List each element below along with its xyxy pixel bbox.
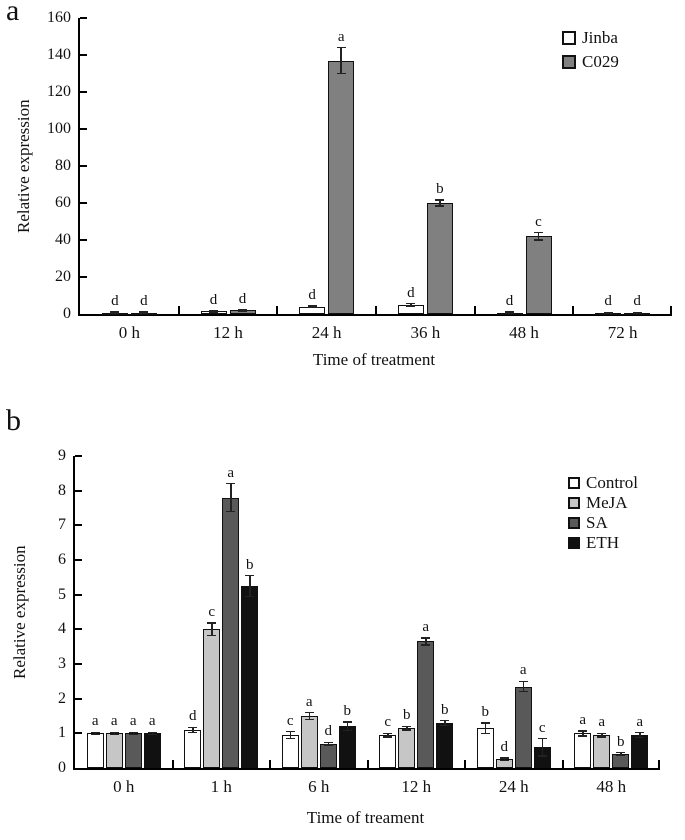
error-bar-cap — [226, 511, 235, 513]
sig-letter: d — [604, 293, 612, 310]
y-tick-mark — [75, 628, 82, 630]
sig-letter: a — [579, 711, 587, 728]
sig-letter: a — [519, 662, 527, 679]
bar-eth-48h — [631, 735, 648, 768]
sig-letter: c — [384, 714, 392, 731]
legend — [568, 473, 638, 553]
y-tick-mark — [80, 165, 87, 167]
error-bar-cap — [538, 755, 547, 757]
sig-letter: c — [538, 719, 546, 736]
legend-swatch-sa — [568, 517, 580, 529]
error-bar — [211, 623, 213, 635]
bar-sa-6h — [320, 744, 337, 768]
error-bar-cap — [343, 730, 352, 732]
x-tick-mark — [367, 760, 369, 768]
bar-sa-0h — [125, 733, 142, 768]
sig-letter: a — [636, 713, 644, 730]
sig-letter: d — [324, 723, 332, 740]
y-tick-mark — [75, 490, 82, 492]
error-bar-cap — [337, 73, 346, 75]
bar-eth-6h — [339, 726, 356, 768]
error-bar-cap — [633, 312, 642, 314]
error-bar-cap — [519, 681, 528, 683]
error-bar-cap — [597, 736, 606, 738]
error-bar-cap — [604, 312, 613, 314]
legend-label: C029 — [582, 52, 619, 71]
y-tick-label: 7 — [58, 516, 66, 534]
legend-label: Jinba — [582, 28, 618, 47]
y-tick-mark — [80, 17, 87, 19]
panel-a — [0, 0, 685, 410]
x-tick-label: 12 h — [401, 777, 432, 796]
sig-letter: a — [422, 619, 430, 635]
y-tick-mark — [80, 128, 87, 130]
error-bar-cap — [519, 691, 528, 693]
y-tick-mark — [80, 202, 87, 204]
error-bar-cap — [188, 732, 197, 734]
x-tick-label: 6 h — [308, 777, 330, 796]
error-bar-cap — [337, 47, 346, 49]
sig-letter: d — [308, 286, 316, 303]
bar-eth-12h — [436, 723, 453, 768]
sig-letter: b — [436, 181, 444, 198]
error-bar-cap — [238, 310, 247, 312]
legend-swatch-jinba — [562, 31, 576, 45]
y-axis-title-b: Relative expression — [10, 545, 29, 679]
y-tick-mark — [75, 663, 82, 665]
legend-item-meja — [568, 493, 638, 513]
y-tick-label: 80 — [55, 157, 71, 174]
sig-letter: d — [500, 738, 508, 755]
bar-meja-6h — [301, 716, 318, 768]
sig-letter: b — [481, 703, 489, 720]
y-tick-label: 100 — [47, 120, 71, 137]
x-tick-mark — [375, 306, 377, 314]
legend-label: Control — [586, 473, 638, 492]
sig-letter: b — [617, 733, 625, 750]
x-tick-mark — [670, 306, 672, 314]
x-tick-mark — [572, 306, 574, 314]
panel-label-b: b — [6, 404, 21, 437]
bar-meja-0h — [106, 733, 123, 768]
panel-b — [0, 404, 685, 840]
error-bar-cap — [207, 635, 216, 637]
error-bar-cap — [188, 727, 197, 729]
error-bar-cap — [383, 736, 392, 738]
sig-letter: d — [189, 708, 197, 725]
error-bar-cap — [402, 726, 411, 728]
y-tick-label: 4 — [58, 620, 66, 638]
error-bar-cap — [129, 734, 138, 736]
error-bar-cap — [402, 729, 411, 731]
error-bar-cap — [421, 637, 430, 639]
sig-letter: c — [286, 712, 294, 729]
x-tick-label: 36 h — [410, 323, 441, 342]
legend-label: MeJA — [586, 493, 628, 512]
error-bar-cap — [534, 232, 543, 234]
error-bar-cap — [481, 733, 490, 735]
y-tick-mark — [75, 455, 82, 457]
sig-letter: d — [238, 290, 247, 307]
error-bar-cap — [286, 731, 295, 733]
x-tick-mark — [562, 760, 564, 768]
x-tick-label: 1 h — [210, 777, 232, 796]
bar-c029-24h — [328, 61, 354, 314]
bar-c029-36h — [427, 203, 453, 314]
x-axis-title-b: Time of treament — [306, 808, 425, 827]
y-tick-mark — [80, 239, 87, 241]
error-bar — [340, 48, 342, 74]
error-bar-cap — [538, 738, 547, 740]
x-tick-mark — [178, 306, 180, 314]
x-tick-label: 0 h — [118, 323, 140, 342]
x-tick-mark — [276, 306, 278, 314]
y-tick-label: 40 — [55, 231, 71, 248]
y-tick-label: 60 — [55, 194, 71, 211]
legend-item-c029 — [562, 50, 619, 74]
error-bar-cap — [139, 312, 148, 314]
error-bar-cap — [383, 733, 392, 735]
legend-item-jinba — [562, 26, 619, 50]
error-bar-cap — [207, 622, 216, 624]
sig-letter: a — [110, 713, 118, 730]
x-tick-mark — [464, 760, 466, 768]
error-bar-cap — [635, 737, 644, 739]
legend-item-sa — [568, 513, 638, 533]
bar-sa-24h — [515, 687, 532, 768]
bar-sa-1h — [222, 498, 239, 768]
legend-swatch-c029 — [562, 55, 576, 69]
sig-letter: a — [598, 714, 606, 731]
error-bar-cap — [406, 305, 415, 307]
x-tick-mark — [474, 306, 476, 314]
legend-swatch-meja — [568, 497, 580, 509]
y-tick-mark — [80, 91, 87, 93]
error-bar-cap — [421, 644, 430, 646]
sig-letter: b — [246, 556, 254, 573]
sig-letter: a — [129, 713, 137, 730]
error-bar-cap — [616, 755, 625, 757]
sig-letter: b — [441, 701, 449, 718]
sig-letter: b — [343, 703, 351, 720]
error-bar-cap — [343, 721, 352, 723]
error-bar-cap — [440, 720, 449, 722]
error-bar-cap — [110, 312, 119, 314]
error-bar-cap — [110, 734, 119, 736]
bar-control-24h — [477, 728, 494, 768]
sig-letter: d — [140, 293, 148, 310]
error-bar-cap — [440, 725, 449, 727]
bar-meja-1h — [203, 629, 220, 768]
sig-letter: d — [209, 291, 218, 308]
error-bar-cap — [505, 312, 514, 314]
error-bar-cap — [500, 757, 509, 759]
legend-label: ETH — [586, 533, 620, 552]
x-tick-mark — [269, 760, 271, 768]
error-bar-cap — [435, 205, 444, 207]
x-tick-label: 0 h — [113, 777, 135, 796]
error-bar-cap — [245, 596, 254, 598]
y-tick-label: 140 — [47, 46, 71, 63]
x-tick-label: 48 h — [509, 323, 539, 342]
error-bar-cap — [324, 742, 333, 744]
error-bar-cap — [305, 719, 314, 721]
error-bar — [542, 739, 544, 756]
y-axis-title-a: Relative expression — [14, 99, 33, 233]
y-tick-label: 160 — [47, 9, 71, 26]
y-tick-mark — [80, 54, 87, 56]
error-bar — [230, 484, 232, 512]
y-tick-label: 9 — [58, 447, 66, 464]
bar-control-12h — [379, 735, 396, 768]
error-bar-cap — [578, 730, 587, 732]
y-tick-label: 0 — [63, 305, 71, 322]
bar-sa-12h — [417, 641, 434, 768]
legend — [562, 26, 619, 74]
y-tick-label: 5 — [58, 585, 66, 603]
panel-label-a: a — [6, 0, 20, 27]
error-bar-cap — [305, 712, 314, 714]
legend-swatch-eth — [568, 537, 580, 549]
error-bar-cap — [148, 734, 157, 736]
bar-meja-12h — [398, 728, 415, 768]
y-tick-mark — [75, 524, 82, 526]
legend-swatch-control — [568, 477, 580, 489]
error-bar-cap — [324, 744, 333, 746]
error-bar — [249, 576, 251, 597]
x-axis-title-a: Time of treatment — [312, 350, 436, 369]
error-bar-cap — [616, 752, 625, 754]
bar-meja-48h — [593, 735, 610, 768]
sig-letter: a — [227, 464, 235, 481]
plot-area-a — [47, 9, 672, 342]
bar-control-48h — [574, 733, 591, 768]
error-bar-cap — [534, 239, 543, 241]
y-tick-label: 1 — [58, 724, 66, 742]
error-bar-cap — [635, 732, 644, 734]
error-bar-cap — [286, 738, 295, 740]
sig-letter: a — [91, 713, 99, 730]
error-bar-cap — [435, 199, 444, 201]
sig-letter: d — [633, 293, 641, 310]
sig-letter: d — [505, 293, 514, 310]
error-bar-cap — [226, 483, 235, 485]
y-tick-mark — [75, 559, 82, 561]
x-tick-mark — [172, 760, 174, 768]
sig-letter: a — [148, 713, 156, 730]
bar-eth-1h — [241, 586, 258, 768]
y-tick-label: 6 — [58, 551, 66, 568]
y-tick-mark — [75, 698, 82, 700]
x-tick-mark — [658, 760, 660, 768]
y-tick-label: 120 — [47, 83, 71, 100]
legend-item-eth — [568, 533, 638, 553]
plot-area-b — [58, 447, 660, 796]
legend-label: SA — [586, 513, 608, 532]
x-tick-label: 24 h — [498, 777, 529, 796]
y-tick-label: 2 — [58, 689, 66, 707]
y-tick-mark — [75, 594, 82, 596]
sig-letter: b — [403, 707, 411, 724]
error-bar-cap — [245, 575, 254, 577]
x-tick-label: 12 h — [213, 323, 243, 342]
x-tick-label: 48 h — [596, 777, 627, 796]
sig-letter: d — [407, 284, 415, 301]
error-bar-cap — [308, 307, 317, 309]
bar-control-1h — [184, 730, 201, 768]
error-bar-cap — [500, 760, 509, 762]
error-bar-cap — [578, 735, 587, 737]
bar-control-6h — [282, 735, 299, 768]
sig-letter: c — [535, 213, 542, 230]
sig-letter: c — [208, 604, 216, 621]
sig-letter: d — [111, 293, 119, 310]
y-tick-label: 3 — [58, 655, 66, 672]
y-tick-label: 8 — [58, 481, 66, 499]
legend-item-control — [568, 473, 638, 493]
bar-eth-0h — [144, 733, 161, 768]
y-tick-label: 20 — [55, 268, 71, 285]
sig-letter: a — [337, 28, 345, 45]
x-tick-label: 72 h — [607, 323, 638, 342]
error-bar-cap — [481, 722, 490, 724]
error-bar-cap — [91, 734, 100, 736]
bar-control-0h — [87, 733, 104, 768]
y-tick-label: 0 — [58, 759, 66, 776]
y-tick-mark — [75, 732, 82, 734]
bar-c029-48h — [526, 236, 552, 314]
error-bar-cap — [209, 311, 218, 313]
x-tick-label: 24 h — [311, 323, 342, 342]
sig-letter: a — [305, 693, 313, 710]
error-bar-cap — [597, 733, 606, 735]
y-tick-mark — [80, 276, 87, 278]
